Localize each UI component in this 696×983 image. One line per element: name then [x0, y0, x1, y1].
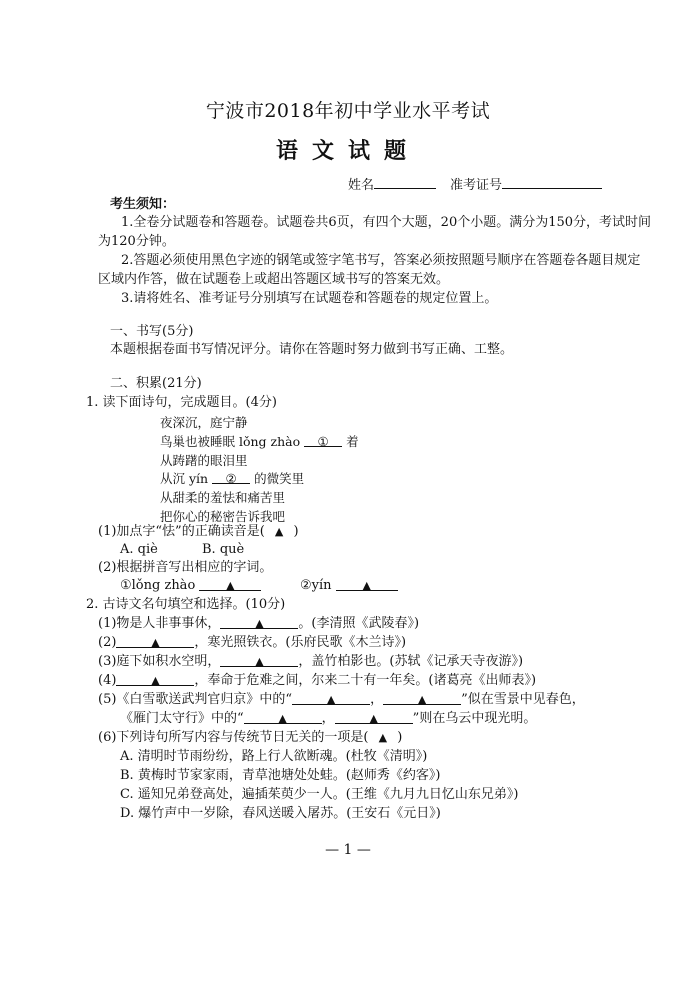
notice-line: 1.全卷分试题卷和答题卷。试题卷共6页，有四个大题，20个小题。满分为150分，考试时间	[121, 215, 652, 230]
subject-title: 语文试题	[275, 139, 420, 164]
notice-line: 2.答题必须使用黑色字迹的钢笔或签字笔书写，答案必须按照题号顺序在答题卷各题目规定	[121, 253, 641, 268]
poem-text: 从沉 yín	[160, 471, 209, 486]
answer-blank: ▲	[116, 673, 194, 686]
q2-line: (5)《白雪歌送武判官归京》中的“ ▲ ， ▲ ”似在雪景中见春色，	[98, 692, 585, 707]
page-number: — 1 —	[325, 842, 371, 858]
poem-line: 夜深沉，庭宁静	[160, 415, 248, 430]
q1-stem: 1. 读下面诗句，完成题目。(4分)	[86, 395, 277, 410]
q1-sub2: (2)根据拼音写出相应的字词。	[98, 560, 273, 575]
ticket-label: 准考证号	[450, 178, 503, 193]
ticket-field	[450, 176, 602, 194]
q2-stem: 2. 古诗文名句填空和选择。(10分)	[86, 597, 286, 612]
q2-line: (1)物是人非事事休， ▲ 。(李清照《武陵春》)	[98, 616, 420, 631]
name-label: 姓名	[348, 178, 375, 193]
notice-line: 3.请将姓名、准考证号分别填写在试题卷和答题卷的规定位置上。	[121, 291, 498, 306]
answer-blank: ▲	[220, 616, 298, 629]
q1-sub1: (1)加点字“怯”的正确读音是( ▲ )	[98, 524, 299, 539]
poem-text: 的微笑里	[254, 471, 305, 486]
option-b: B. 黄梅时节家家雨，青草池塘处处蛙。(赵师秀《约客》)	[120, 768, 441, 783]
poem-line	[160, 434, 359, 450]
option-d: D. 爆竹声中一岁除，春风送暖入屠苏。(王安石《元日》)	[120, 806, 441, 821]
notice-line: 为120分钟。	[98, 234, 175, 249]
q2-line: (4) ▲ ，奉命于危难之间，尔来二十有一年矣。(诸葛亮《出师表》)	[98, 673, 537, 688]
poem-blank-1: ①	[304, 434, 342, 447]
poem-line: 把你心的秘密告诉我吧	[160, 509, 286, 524]
answer-marker: ▲	[378, 731, 388, 744]
notice-line: 区域内作答，做在试题卷上或超出答题区域书写的答案无效。	[98, 272, 450, 287]
q1-sub2-a: ①lǒng zhào ▲	[120, 578, 261, 594]
answer-blank: ▲	[220, 654, 298, 667]
q1-sub2-b: ②yín ▲	[300, 578, 398, 594]
answer-blank: ▲	[292, 692, 370, 705]
ticket-blank	[502, 176, 602, 189]
section1-text: 本题根据卷面书写情况评分。请你在答题时努力做到书写正确、工整。	[110, 342, 514, 357]
q2-line: (6)下列诗句所写内容与传统节日无关的一项是( ▲ )	[98, 730, 403, 745]
name-blank	[374, 176, 436, 189]
q2-line: 《雁门太守行》中的“ ▲ ， ▲ ”则在乌云中现光明。	[120, 711, 537, 726]
answer-blank: ▲	[335, 711, 413, 724]
q2-line: (2) ▲ ，寒光照铁衣。(乐府民歌《木兰诗》)	[98, 635, 407, 650]
exam-title: 宁波市2018年初中学业水平考试	[205, 100, 491, 122]
answer-marker: ▲	[274, 525, 284, 538]
answer-blank: ▲	[199, 578, 261, 591]
poem-line: 从甜柔的羞怯和痛苦里	[160, 490, 286, 505]
option-a: A. qiè	[120, 542, 158, 557]
poem-blank-2: ②	[212, 471, 250, 484]
answer-blank: ▲	[336, 578, 398, 591]
option-c: C. 遥知兄弟登高处，遍插茱萸少一人。(王维《九月九日忆山东兄弟》)	[120, 787, 519, 802]
option-a: A. 清明时节雨纷纷，路上行人欲断魂。(杜牧《清明》)	[120, 749, 428, 764]
poem-text: 鸟巢也被睡眠 lǒng zhào	[160, 434, 301, 449]
answer-blank: ▲	[383, 692, 461, 705]
answer-blank: ▲	[116, 635, 194, 648]
answer-blank: ▲	[244, 711, 322, 724]
poem-line	[160, 471, 304, 487]
option-b: B. què	[202, 542, 245, 557]
poem-text: 着	[346, 434, 359, 449]
q2-line: (3)庭下如积水空明， ▲ ，盖竹柏影也。(苏轼《记承天寺夜游》)	[98, 654, 524, 669]
section1-heading: 一、书写(5分)	[110, 324, 194, 339]
notice-heading: 考生须知：	[110, 197, 176, 212]
poem-line: 从踌躇的眼泪里	[160, 453, 248, 468]
section2-heading: 二、积累(21分)	[110, 376, 202, 391]
name-field	[348, 176, 436, 194]
